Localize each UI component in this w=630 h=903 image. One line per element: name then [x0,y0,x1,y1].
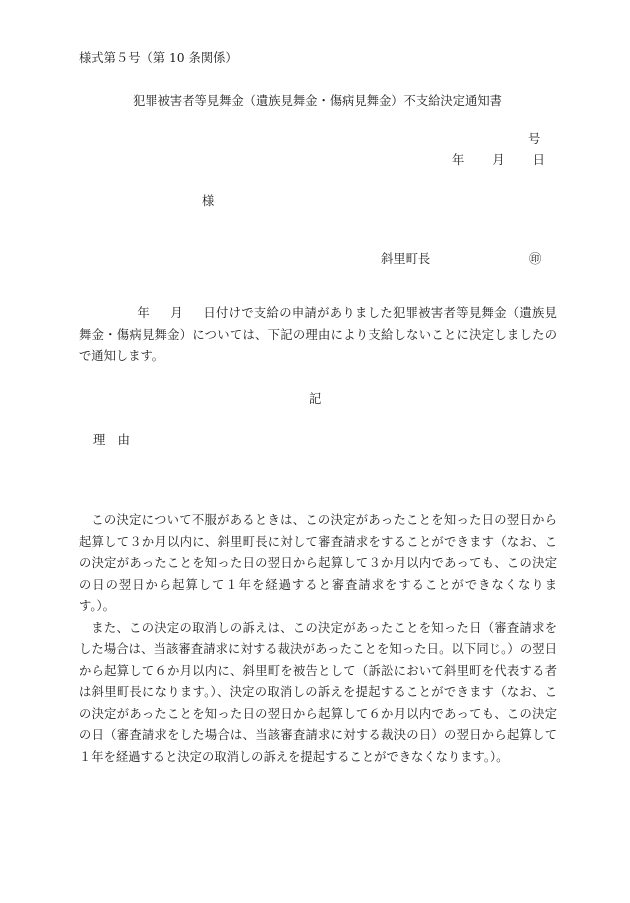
body-text: 日付けで支給の申請がありました犯罪被害者等見舞金（遺族見舞金・傷病見舞金）については、下記の理由により支給しないことに決定しましたので通知します。 [79,306,557,363]
date-day: 日 [532,153,545,167]
issuer-name: 斜里町長 [381,252,431,266]
document-number-label: 号 [528,132,541,146]
body-year: 年 [137,306,150,320]
date-year: 年 [452,153,465,167]
note-heading: 記 [309,392,322,406]
document-title: 犯罪被害者等見舞金（遺族見舞金・傷病見舞金）不支給決定通知書 [133,94,502,108]
addressee-suffix: 様 [202,194,215,208]
seal-mark: ㊞ [529,252,542,266]
date-month: 月 [492,153,505,167]
issue-date [452,150,545,168]
notification-body [79,303,557,368]
form-number: 様式第５号（第 10 条関係） [79,51,238,65]
appeal-notice [79,510,557,768]
issuer-block [381,249,542,267]
appeal-notice-paragraph-2: また、この決定の取消しの訴えは、この決定があったことを知った日（審査請求をした場合は、当該審査請求に対する裁決があったことを知った日。以下同じ。）の翌日から起算して６か月以内に、斜里町を被告として（訴訟において斜里町を代表する者は斜里町長になります。）、決定の取消しの訴えを提起することができます（なお、この決定があったことを知った日の翌日から起算して６か月以内であっても、この決定の日（審査請求をした場合は、当該審査請求に対する裁決の日）の翌日から起算して１年を経過すると決定の取消しの訴えを提起することができなくなります。）。 [79,620,557,764]
body-month: 月 [170,306,183,320]
appeal-notice-paragraph-1: この決定について不服があるときは、この決定があったことを知った日の翌日から起算して３か月以内に、斜里町長に対して審査請求をすることができます（なお、この決定があったことを知った日の翌日から起算して３か月以内であっても、この決定の日の翌日から起算して１年を経過すると審査請求をすることができなくなります。）。 [79,513,557,613]
reason-label: 理 由 [93,433,130,447]
